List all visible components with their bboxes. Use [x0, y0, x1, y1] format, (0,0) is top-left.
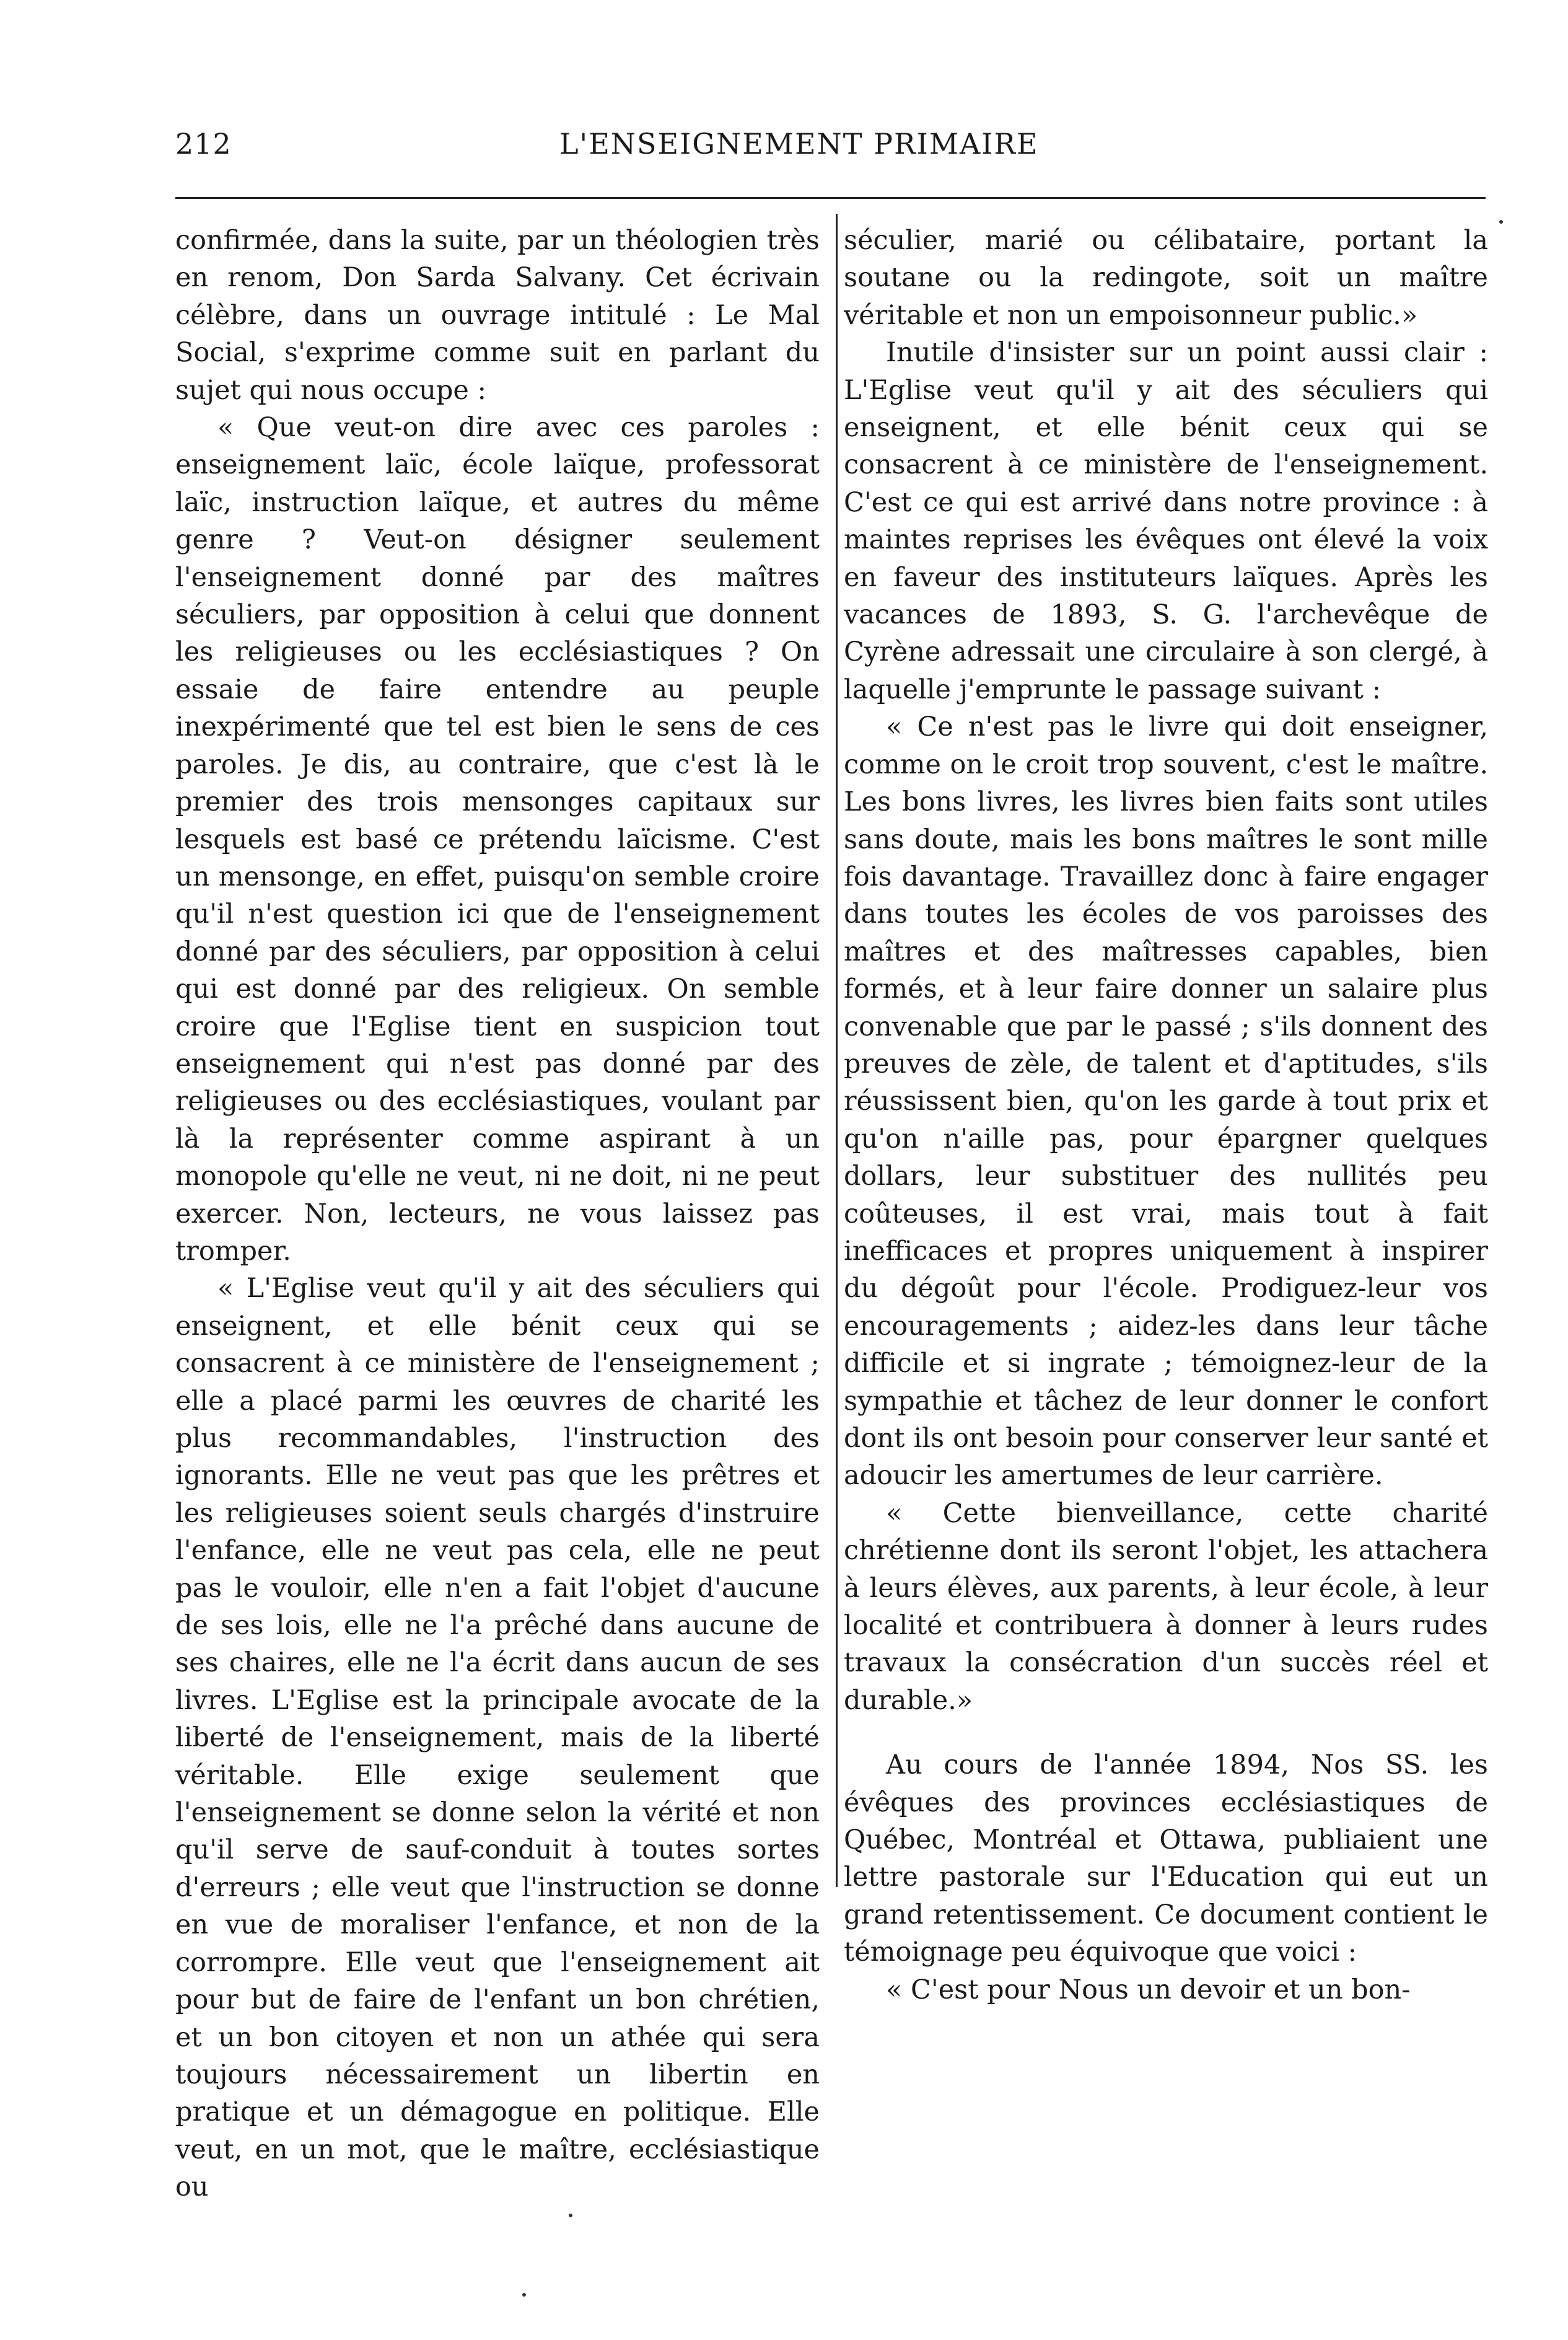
running-title: L'ENSEIGNEMENT PRIMAIRE	[559, 127, 1039, 161]
paragraph: séculier, marié ou célibataire, portant la soutane ou la redingote, soit un maître véritable et non un empoisonneur public.»	[844, 225, 1488, 331]
paragraph: Au cours de l'année 1894, Nos SS. les évêques des provinces ecclésiastiques de Québec, Montréal et Ottawa, publiaient une lettre pastorale sur l'Education qui eut un grand retentissement. Ce document contient le témoignage peu équivoque que voici :	[844, 1749, 1488, 1968]
print-speck	[1499, 220, 1503, 224]
left-column	[175, 222, 820, 2206]
header-rule	[175, 197, 1486, 199]
column-divider	[836, 214, 838, 1887]
paragraph: Inutile d'insister sur un point aussi clair : L'Eglise veut qu'il y ait des séculiers qui enseignent, et elle bénit ceux qui se consacrent à ce ministère de l'enseignement. C'est ce qui est arrivé dans notre province : à maintes reprises les évêques ont élevé la voix en faveur des instituteurs laïques. Après les vacances de 1893, S. G. l'archevêque de Cyrène adressait une circulaire à son clergé, à laquelle j'emprunte le passage suivant :	[844, 337, 1488, 705]
page-number: 212	[175, 127, 232, 161]
quote-paragraph: « Que veut-on dire avec ces paroles : enseignement laïc, école laïque, professorat laïc, instruction laïque, et autres du même genre ? Veut-on désigner seulement l'enseignement donné par des maîtres séculiers, par opposition à celui que donnent les religieuses ou les ecclésiastiques ? On essaie de faire entendre au peuple inexpérimenté que tel est bien le sens de ces paroles. Je dis, au contraire, que c'est là le premier des trois mensonges capitaux sur lesquels est basé ce prétendu laïcisme. C'est un mensonge, en effet, puisqu'on semble croire qu'il n'est question ici que de l'enseignement donné par des séculiers, par opposition à celui qui est donné par des religieux. On semble croire que l'Eglise tient en suspicion tout enseignement qui n'est pas donné par des religieuses ou des ecclésiastiques, voulant par là la représenter comme aspirant à un monopole qu'elle ne veut, ni ne doit, ni ne peut exercer. Non, lecteurs, ne vous laissez pas tromper.	[175, 412, 820, 1267]
quote-paragraph: « Cette bienveillance, cette charité chrétienne dont ils seront l'objet, les attachera à leurs élèves, aux parents, à leur école, à leur localité et contribuera à donner à leurs rudes travaux la consécration d'un succès réel et durable.»	[844, 1497, 1488, 1716]
quote-paragraph: « L'Eglise veut qu'il y ait des séculiers qui enseignent, et elle bénit ceux qui se consacrent à ce ministère de l'enseignement ; elle a placé parmi les œuvres de charité les plus recommandables, l'instruction des ignorants. Elle ne veut pas que les prêtres et les religieuses soient seuls chargés d'instruire l'enfance, elle ne veut pas cela, elle ne peut pas le vouloir, elle n'en a fait l'objet d'aucune de ses lois, elle ne l'a prêché dans aucune de ses chaires, elle ne l'a écrit dans aucun de ses livres. L'Eglise est la principale avocate de la liberté de l'enseignement, mais de la liberté véritable. Elle exige seulement que l'enseignement se donne selon la vérité et non qu'il serve de sauf-conduit à toutes sortes d'erreurs ; elle veut que l'instruction se donne en vue de moraliser l'enfance, et non de la corrompre. Elle veut que l'enseignement ait pour but de faire de l'enfant un bon chrétien, et un bon citoyen et non un athée qui sera toujours nécessairement un libertin en pratique et un démagogue en politique. Elle veut, en un mot, que le maître, ecclésiastique ou	[175, 1273, 820, 2203]
print-speck	[522, 2293, 526, 2297]
page-header	[175, 127, 1486, 177]
paragraph: confirmée, dans la suite, par un théologien très en renom, Don Sarda Salvany. Cet écrivain célèbre, dans un ouvrage intitulé : Le Mal Social, s'exprime comme suit en parlant du sujet qui nous occupe :	[175, 225, 820, 406]
right-column	[844, 222, 1488, 2008]
quote-paragraph: « C'est pour Nous un devoir et un bon-	[886, 1974, 1411, 2005]
quote-paragraph: « Ce n'est pas le livre qui doit enseigner, comme on le croit trop souvent, c'est le maître. Les bons livres, les livres bien faits sont utiles sans doute, mais les bons maîtres le sont mille fois davantage. Travaillez donc à faire engager dans toutes les écoles de vos paroisses des maîtres et des maîtresses capables, bien formés, et à leur faire donner un salaire plus convenable que par le passé ; s'ils donnent des preuves de zèle, de talent et d'aptitudes, s'ils réussissent bien, qu'on les garde à tout prix et qu'on n'aille pas, pour épargner quelques dollars, leur substituer des nullités peu coûteuses, il est vrai, mais tout à fait inefficaces et propres uniquement à inspirer du dégoût pour l'école. Prodiguez-leur vos encouragements ; aidez-les dans leur tâche difficile et si ingrate ; témoignez-leur de la sympathie et tâchez de leur donner le confort dont ils ont besoin pour conserver leur santé et adoucir les amertumes de leur carrière.	[844, 711, 1488, 1492]
print-speck	[569, 2214, 572, 2217]
